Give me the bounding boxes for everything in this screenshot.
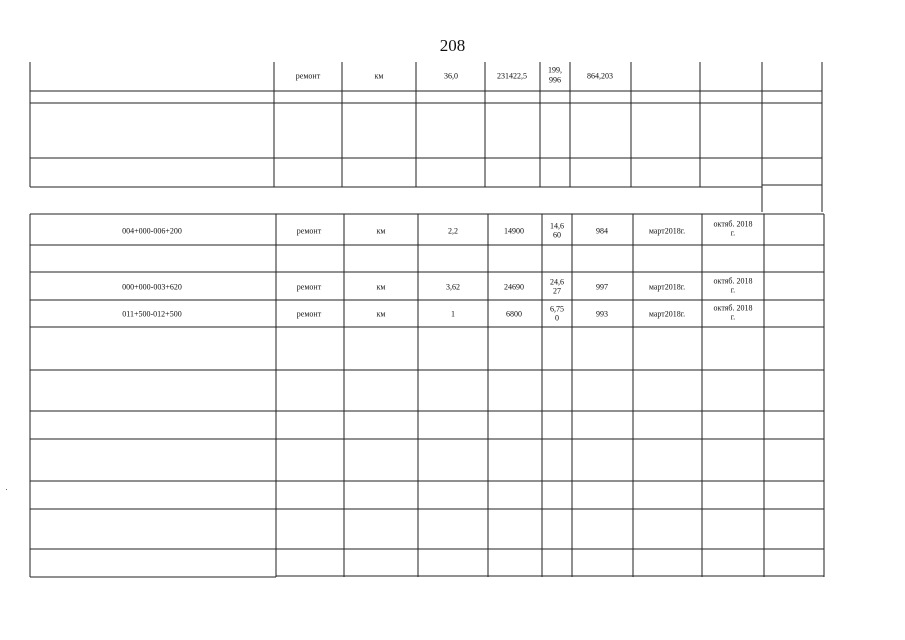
unit-cell: км (376, 282, 386, 292)
cost-cell: 231422,5 (497, 71, 527, 81)
ratio-cell-line2: 27 (553, 286, 561, 296)
end-date-cell-line1: октяб. 2018 (713, 303, 753, 313)
end-date-cell-line2: г. (730, 312, 736, 322)
length-cell: 3,62 (446, 282, 460, 292)
ratio-cell-line1: 6,75 (550, 304, 564, 314)
length-cell: 2,2 (448, 226, 458, 236)
unit-cell: км (376, 309, 386, 319)
price-cell: 993 (596, 309, 608, 319)
end-date-cell-line1: октяб. 2018 (713, 276, 753, 286)
ratio-cell-line1: 199, (548, 65, 562, 75)
bottom-table-grid (30, 214, 824, 577)
end-date-cell-line2: г. (730, 228, 736, 238)
length-cell: 36,0 (444, 71, 458, 81)
price-cell: 984 (596, 226, 608, 236)
segment-cell: 000+000-003+620 (122, 282, 182, 292)
work-type-cell: ремонт (296, 309, 322, 319)
cost-cell: 14900 (504, 226, 524, 236)
ratio-cell-line2: 0 (555, 313, 559, 323)
work-type-cell: ремонт (296, 226, 322, 236)
cost-cell: 6800 (506, 309, 522, 319)
end-date-cell-line1: октяб. 2018 (713, 219, 753, 229)
start-date-cell: март2018г. (648, 309, 686, 319)
start-date-cell: март2018г. (648, 282, 686, 292)
work-type-cell: ремонт (295, 71, 321, 81)
top-table-grid (30, 62, 822, 212)
length-cell: 1 (451, 309, 455, 319)
price-cell: 997 (596, 282, 608, 292)
ratio-cell-line2: 996 (549, 75, 561, 85)
ratio-cell-line1: 24,6 (550, 277, 564, 287)
unit-cell: км (376, 226, 386, 236)
end-date-cell-line2: г. (730, 285, 736, 295)
work-type-cell: ремонт (296, 282, 322, 292)
start-date-cell: март2018г. (648, 226, 686, 236)
unit-cell: км (374, 71, 384, 81)
ratio-cell-line1: 14,6 (550, 221, 564, 231)
scan-speck (6, 489, 7, 490)
price-cell: 864,203 (587, 71, 613, 81)
ratio-cell-line2: 60 (553, 230, 561, 240)
segment-cell: 004+000-006+200 (122, 226, 182, 236)
page-number: 208 (439, 36, 466, 55)
segment-cell: 011+500-012+500 (122, 309, 182, 319)
cost-cell: 24690 (504, 282, 524, 292)
